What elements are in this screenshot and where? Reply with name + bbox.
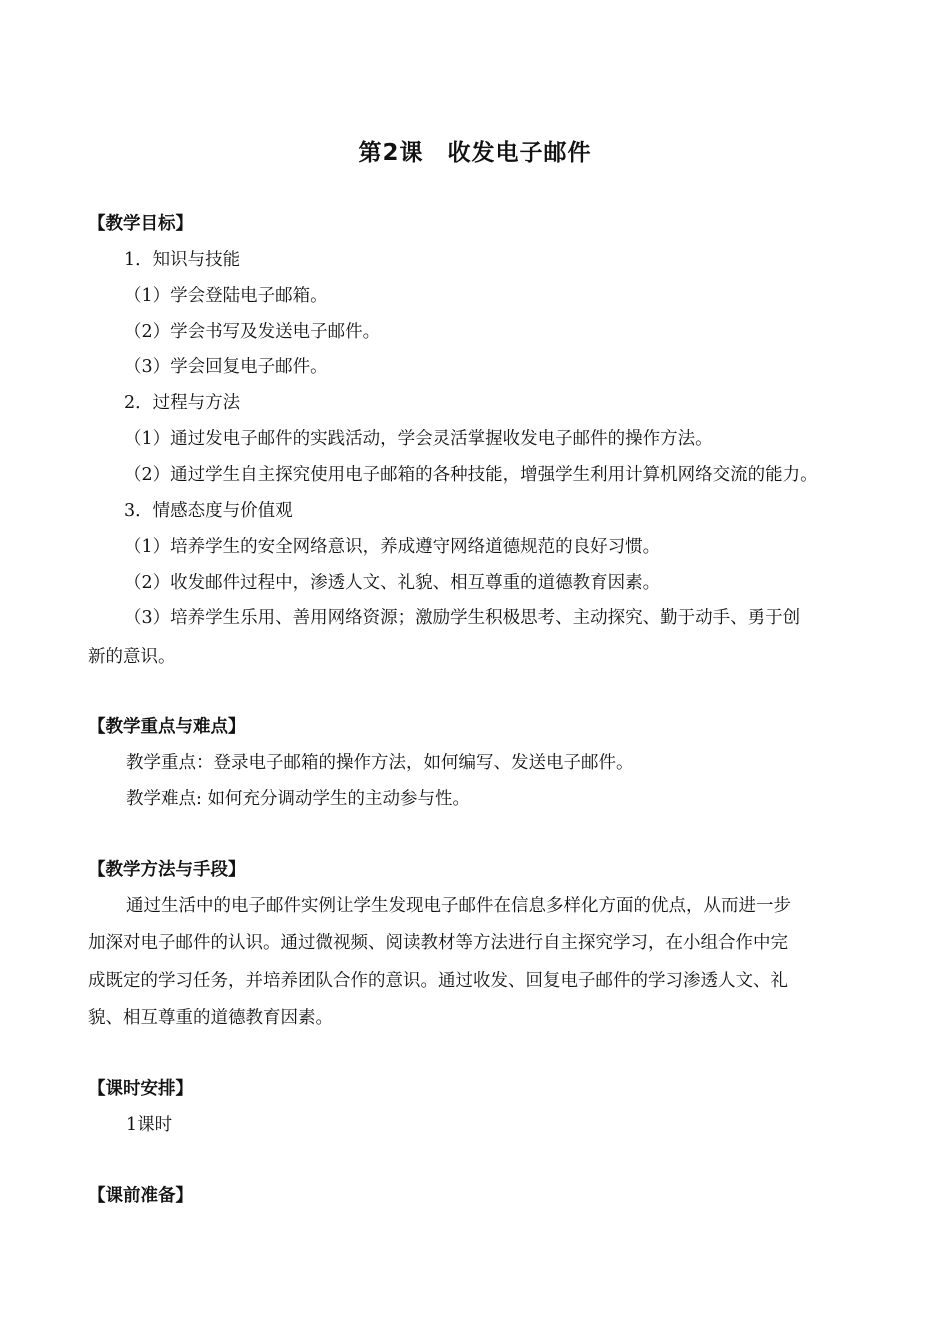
objective-line: （2）通过学生自主探究使用电子邮箱的各种技能，增强学生利用计算机网络交流的能力。: [124, 465, 818, 485]
objective-line: 1．知识与技能: [124, 250, 241, 270]
section-heading-objectives: 【教学目标】: [88, 214, 193, 234]
method-line: 加深对电子邮件的认识。通过微视频、阅读教材等方法进行自主探究学习，在小组合作中完: [88, 933, 788, 953]
objective-line: （1）通过发电子邮件的实践活动，学会灵活掌握收发电子邮件的操作方法。: [124, 429, 713, 449]
section-heading-schedule: 【课时安排】: [88, 1079, 193, 1099]
objective-line: （1）学会登陆电子邮箱。: [124, 286, 328, 306]
section-heading-keypoints: 【教学重点与难点】: [88, 717, 246, 737]
section-heading-preparation: 【课前准备】: [88, 1186, 193, 1206]
objective-line: （3）学会回复电子邮件。: [124, 357, 328, 377]
section-heading-methods: 【教学方法与手段】: [88, 860, 246, 880]
schedule-line: 1课时: [126, 1115, 173, 1135]
keypoint-line: 教学难点: 如何充分调动学生的主动参与性。: [126, 789, 470, 809]
method-line: 通过生活中的电子邮件实例让学生发现电子邮件在信息多样化方面的优点，从而进一步: [126, 896, 791, 916]
objective-line: 3．情感态度与价值观: [124, 501, 293, 521]
objective-line: （2）收发邮件过程中，渗透人文、礼貌、相互尊重的道德教育因素。: [124, 573, 661, 593]
objective-line: 新的意识。: [88, 647, 176, 667]
objective-line: （2）学会书写及发送电子邮件。: [124, 322, 381, 342]
objective-line: 2．过程与方法: [124, 393, 241, 413]
keypoint-line: 教学重点：登录电子邮箱的操作方法，如何编写、发送电子邮件。: [126, 753, 634, 773]
method-line: 貌、相互尊重的道德教育因素。: [88, 1008, 333, 1028]
method-line: 成既定的学习任务，并培养团队合作的意识。通过收发、回复电子邮件的学习渗透人文、礼: [88, 971, 788, 991]
objective-line: （3）培养学生乐用、善用网络资源；激励学生积极思考、主动探究、勤于动手、勇于创: [124, 608, 801, 628]
page-title: 第2课 收发电子邮件: [358, 140, 592, 166]
objective-line: （1）培养学生的安全网络意识，养成遵守网络道德规范的良好习惯。: [124, 537, 661, 557]
